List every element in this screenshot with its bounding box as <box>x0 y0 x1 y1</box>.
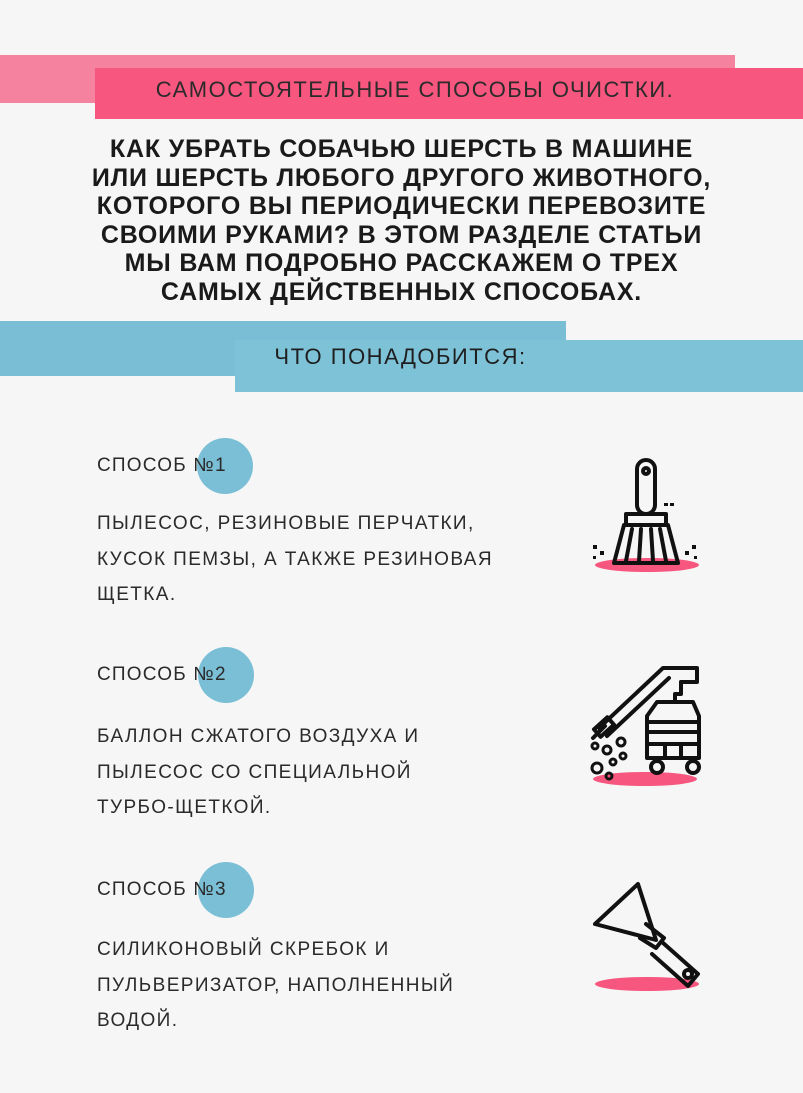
brush-icon <box>588 455 708 580</box>
method-label: СПОСОБ №2 <box>97 664 227 685</box>
section-header-needed: ЧТО ПОНАДОБИТСЯ: <box>274 344 527 369</box>
method-description: ПЫЛЕСОС, РЕЗИНОВЫЕ ПЕРЧАТКИ, КУСОК ПЕМЗЫ, А ТАКЖЕ РЕЗИНОВАЯ ЩЕТКА. <box>97 513 493 605</box>
section-header-self-cleaning: САМОСТОЯТЕЛЬНЫЕ СПОСОБЫ ОЧИСТКИ. <box>155 77 675 102</box>
method-label: СПОСОБ №1 <box>97 455 227 476</box>
intro-text: КАК УБРАТЬ СОБАЧЬЮ ШЕРСТЬ В МАШИНЕ ИЛИ ШЕРСТЬ ЛЮБОГО ДРУГОГО ЖИВОТНОГО, КОТОРОГО ВЫ ПЕРИОДИЧЕСКИ ПЕРЕВОЗИТЕ СВОИМИ РУКАМИ? В ЭТОМ РАЗДЕЛЕ СТАТЬИ МЫ ВАМ ПОДРОБНО РАССКАЖЕМ О ТРЕХ САМЫХ ДЕЙСТВЕННЫХ СПОСОБАХ. <box>91 135 712 306</box>
method-description: СИЛИКОНОВЫЙ СКРЕБОК И ПУЛЬВЕРИЗАТОР, НАПОЛНЕННЫЙ ВОДОЙ. <box>97 939 455 1031</box>
method-description: БАЛЛОН СЖАТОГО ВОЗДУХА И ПЫЛЕСОС СО СПЕЦИАЛЬНОЙ ТУРБО-ЩЕТКОЙ. <box>97 726 420 818</box>
method-label: СПОСОБ №3 <box>97 879 227 900</box>
vacuum-cleaner-icon <box>585 658 710 793</box>
scraper-icon <box>590 876 710 1001</box>
